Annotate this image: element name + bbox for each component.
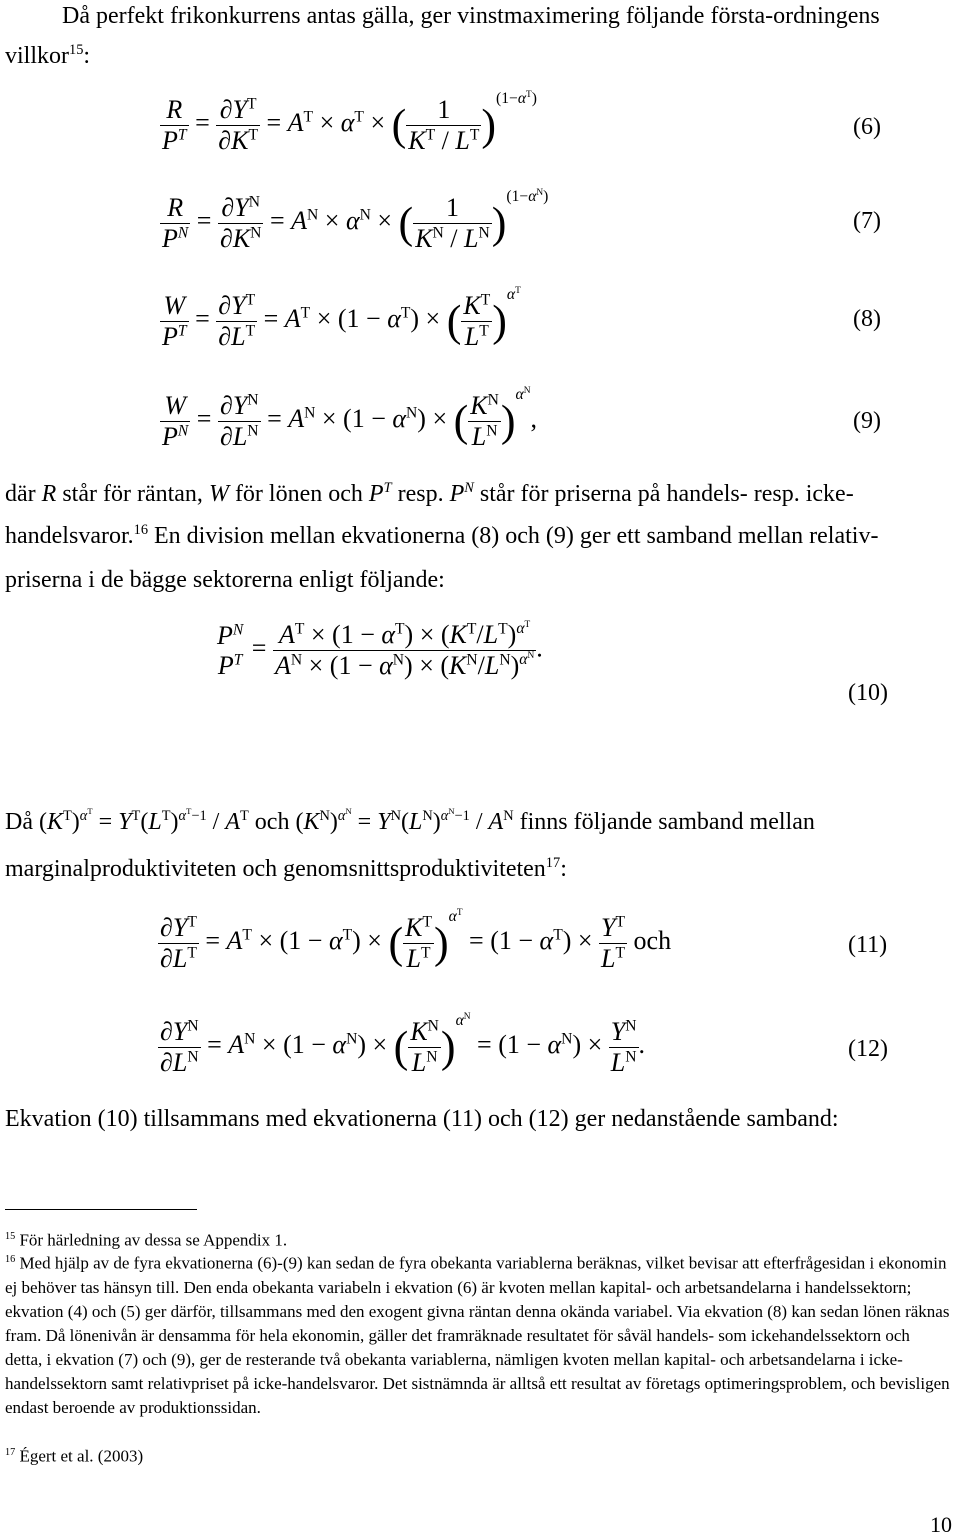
footnote-ref-17: 17	[545, 855, 561, 871]
footnote-15-num: 15	[5, 1231, 16, 1242]
footnote-16	[5, 1248, 950, 1420]
equation-9: $\frac{W}{P^N}$ = $\frac{\partial Y^N}{\partial L^N}$ = $A^N \times (1 - \alpha^N)$ × ( $\frac{K^N}{L^N}$ )$^{\alpha^N}$,	[162, 386, 537, 451]
intro-line-2	[5, 42, 90, 71]
equation-8: $\frac{W}{P^T}$ = $\frac{\partial Y^T}{\partial L^T}$ = $A^T \times (1 - \alpha^T)$ × ( $\frac{K^T}{L^T}$ )$^{\alpha^T}$	[162, 286, 521, 351]
page-number: 10	[930, 1512, 952, 1537]
equation-number-8: (8)	[853, 306, 881, 332]
footnote-17	[5, 1441, 950, 1469]
footnote-17-text: Égert et al. (2003)	[19, 1446, 144, 1466]
text-priserna: står för priserna på handels- resp. icke-	[479, 481, 854, 507]
text-finns: finns följande samband mellan	[519, 808, 815, 835]
equation-7: $\frac{R}{P^N}$ = $\frac{\partial Y^N}{\partial K^N}$ = $A^N \times \alpha^N$ × ( $\frac{1}{K^N / L^N}$ )$^{(1-\alpha^N)}$	[162, 188, 549, 253]
equation-10: $P^N$ $P^T$ = $\frac{A^T \times (1 - \alpha^T) \times (K^T/L^T)^{\alpha^T}}{A^N \times (1 - \alpha^N) \times (K^N/L^N)^{\alpha^N}}$ .	[217, 620, 543, 680]
text-marginal: marginalproduktiviteten och genomsnittsproduktiviteten	[5, 856, 546, 882]
text-handelsvaror: handelsvaror.	[5, 523, 134, 549]
text-colon: :	[560, 856, 567, 882]
footnote-15-text: För härledning av dessa se Appendix 1.	[19, 1230, 288, 1250]
equation-number-6: (6)	[853, 114, 881, 140]
footnote-16-num: 16	[5, 1254, 16, 1265]
paragraph-1-line-1: där R står för räntan, W för lönen och $P^T$ resp. $P^N$ står för priserna på handels- resp. icke-	[5, 480, 854, 507]
equation-number-12: (12)	[848, 1036, 888, 1062]
equation-12: $\frac{\partial Y^N}{\partial L^N}$ = $A^N \times (1 - \alpha^N)$ × ( $\frac{K^N}{L^N}$ )$^{\alpha^N} = (1 - \alpha^N)$ × $\frac{Y^N}{L^N}$ .	[160, 1012, 645, 1077]
intro-line-1: Då perfekt frikonkurrens antas gälla, ger vinstmaximering följande första-ordningens	[62, 3, 880, 29]
equation-11: $\frac{\partial Y^T}{\partial L^T}$ = $A^T \times (1 - \alpha^T)$ × ( $\frac{K^T}{L^T}$ )$^{\alpha^T} = (1 - \alpha^T)$ × $\frac{Y^T}{L^T}$ och	[160, 908, 672, 973]
paragraph-1-line-2	[5, 522, 878, 551]
footnote-16-text: Med hjälp av de fyra ekvationerna (6)-(9) kan sedan de fyra obekanta variablerna beräknas, vilket bevisar att efterfrågesidan i ekonomin ej behöver tas hänsyn till. Den enda obekanta variabeln i ekvation (6) är kvoten mellan kapital- och arbetsandelarna i handelssektorn; ekvation (4) och (5) ger därför, tillsammans med den exogent givna räntan denna okända variabel. Via ekvation (8) kan sedan lönen räknas fram. Då lönenivån är densamma för hela ekonomin, gäller det framräknade resultatet för såväl handels- som ickehandelssektorn och detta, i ekvation (7) och (9), ger de resterande två obekanta variablerna, nämligen kvoten mellan kapital- och arbetsandelarna i icke-handelssektorn samt relativpriset på icke-handelsvaror. Det sistnämnda är alltså ett resultat av företags optimeringsproblem, och bevisligen endast beroende av produktionssidan.	[5, 1253, 950, 1417]
intro-colon: :	[83, 43, 91, 69]
footnote-rule	[5, 1209, 197, 1210]
equation-6: $\frac{R}{P^T}$ = $\frac{\partial Y^T}{\partial K^T}$ = $A^T \times \alpha^T$ × ( $\frac{1}{K^T / L^T}$ )$^{(1-\alpha^T)}$	[162, 90, 537, 155]
paragraph-3: Ekvation (10) tillsammans med ekvationerna (11) och (12) ger nedanstående samband:	[5, 1106, 839, 1132]
equation-number-11: (11)	[848, 932, 888, 958]
text-rantan: står för räntan,	[62, 481, 203, 507]
text-division: En division mellan ekvationerna (8) och (9) ger ett samband mellan relativ-	[154, 523, 879, 549]
equation-number-9: (9)	[853, 408, 881, 434]
equation-number-10: (10)	[848, 680, 888, 706]
text-och-eq11: och	[633, 926, 672, 956]
text-da: Då	[5, 808, 33, 835]
footnote-ref-16: 16	[133, 522, 149, 538]
intro-villkor: villkor	[5, 43, 69, 69]
text-lonen: för lönen och	[234, 481, 363, 507]
text-och: och	[254, 808, 290, 835]
equation-number-7: (7)	[853, 208, 881, 234]
paragraph-2-line-1: Då $(K^T)^{\alpha^T} = Y^T(L^T)^{\alpha^T-1} / A^T$ och $(K^N)^{\alpha^N} = Y^N(L^N)^{\alpha^N-1} / A^N$ finns följande samband mellan	[5, 806, 815, 835]
paragraph-1-line-3: priserna i de bägge sektorerna enligt följande:	[5, 567, 445, 593]
footnote-17-num: 17	[5, 1447, 16, 1458]
footnote-ref-15: 15	[69, 42, 84, 58]
text-dar: där	[5, 481, 36, 507]
text-resp: resp.	[397, 481, 444, 507]
paragraph-2-line-2	[5, 855, 567, 884]
